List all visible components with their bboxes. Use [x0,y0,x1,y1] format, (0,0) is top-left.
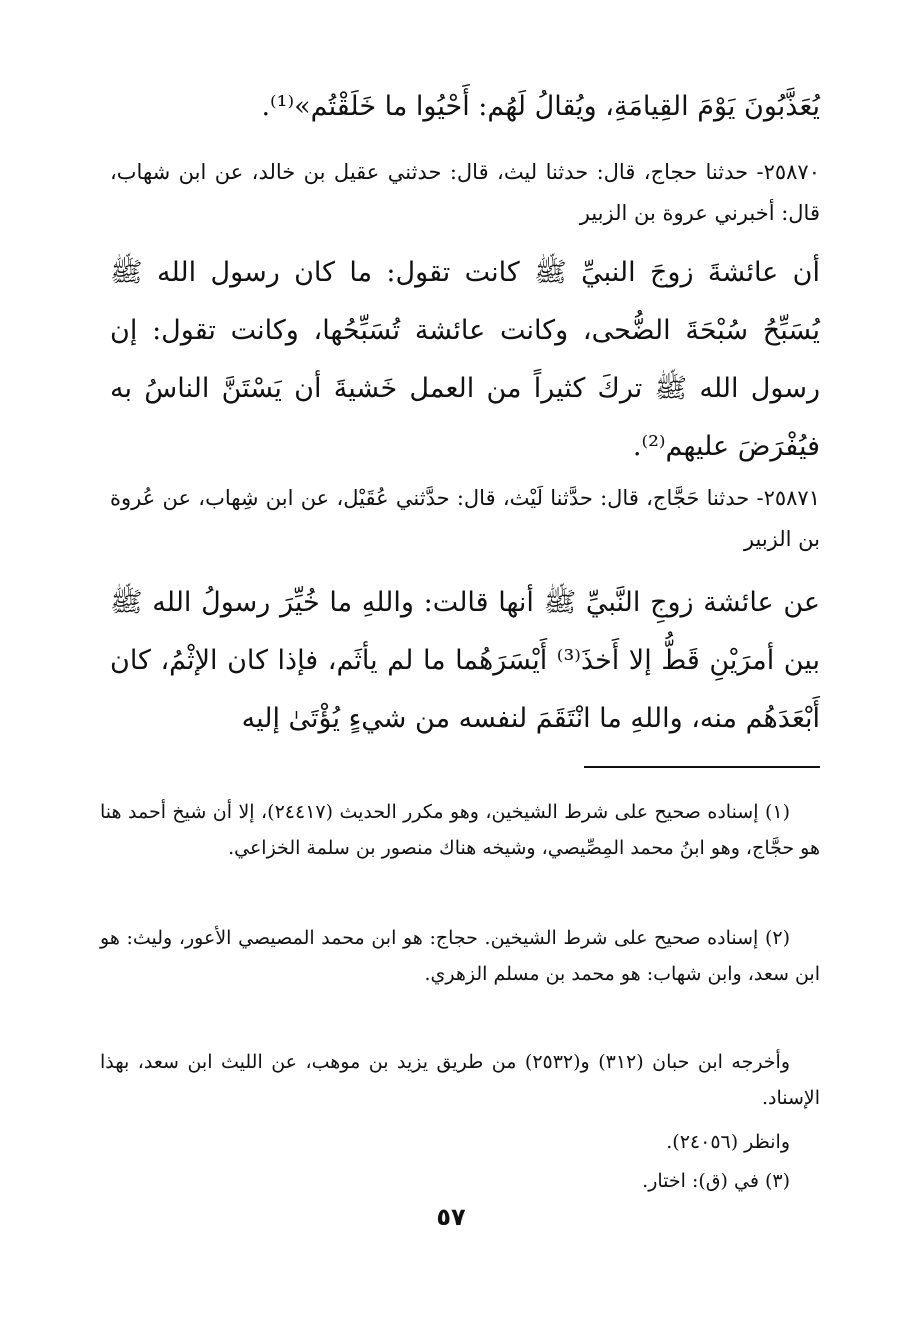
footnote-2: (٢) إسناده صحيح على شرط الشيخين. حجاج: هو ابن محمد المصيصي الأعور، وليث: هو ابن سعد، وابن شهاب: هو محمد بن مسلم الزهري. [100,927,820,985]
hadith-25870-isnad: ٢٥٨٧٠- حدثنا حجاج، قال: حدثنا ليث، قال: حدثني عقيل بن خالد، عن ابن شهاب، قال: أخبرني عروة بن الزبير [110,160,820,225]
footnote-2-takhrij: وأخرجه ابن حبان (٣١٢) و(٢٥٣٢) من طريق يزيد بن موهب، عن الليث ابن سعد، بهذا الإسناد. [100,1051,820,1109]
page-number: ٥٧ [436,1203,466,1231]
hadith-25871-isnad: ٢٥٨٧١- حدثنا حَجَّاج، قال: حدَّثنا لَيْث، قال: حدَّثني عُقَيْل، عن ابن شِهاب، عن عُروة بن الزبير [110,486,820,551]
hadith-continuation-line: يُعَذَّبُونَ يَوْمَ القِيامَةِ، ويُقالُ لَهُم: أَحْيُوا ما خَلَقْتُم»⁽¹⁾. [261,91,820,122]
footnote-2-see-also: وانظر (٢٤٠٥٦). [666,1131,790,1153]
hadith-25871-text: عن عائشة زوجِ النَّبيِّ ﷺ أنها قالت: واللهِ ما خُيِّرَ رسولُ الله ﷺ بين أمرَيْنِ قَطُّ إلا أَخذَ⁽³⁾ أَيْسَرَهُما ما لم يأثَم، فإذا كان الإثْمُ، كان أَبْعَدَهُم منه، واللهِ ما انْتَقَمَ لنفسه من شيءٍ يُؤْتَىٰ إليه [110,587,821,734]
footnote-separator [584,766,820,768]
footnote-1: (١) إسناده صحيح على شرط الشيخين، وهو مكرر الحديث (٢٤٤١٧)، إلا أن شيخ أحمد هنا هو حجَّاج، وهو ابنُ محمد المِصِّيصي، وشيخه هناك منصور بن سلمة الخزاعي. [100,801,820,859]
hadith-25870-text: أن عائشةَ زوجَ النبيِّ ﷺ كانت تقول: ما كان رسول الله ﷺ يُسَبِّحُ سُبْحَةَ الضُّحى، وكانت عائشة تُسَبِّحُها، وكانت تقول: إن رسول الله ﷺ تركَ كثيراً من العمل خَشيةَ أن يَسْتَنَّ الناسُ به فيُفْرَضَ عليهم⁽²⁾. [110,257,821,462]
footnote-3: (٣) في (ق): اختار. [642,1170,790,1192]
